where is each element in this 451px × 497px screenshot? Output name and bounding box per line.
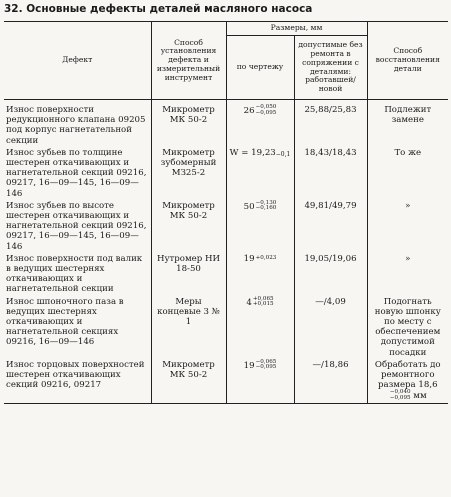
size-base: 19 [243,360,255,371]
cell-defect: Износ зубьев по высоте шестерен откачивающих и нагнетательной секций 09216, 09217, 16—09—145, 16—09—146 [4,200,151,253]
tol-upper: −0,040 [389,389,411,396]
cell-size [226,359,294,403]
restore-text: Обработать до ремонтного размера [374,359,441,391]
table-row [4,147,448,200]
cell-method: Микрометр МК 50-2 [151,359,226,403]
tol-upper: +0,023 [255,254,277,261]
table-row [4,100,448,147]
cell-method: Микрометр МК 50-2 [151,200,226,253]
table-row [4,296,448,359]
restore-unit: мм [413,391,427,402]
table-row [4,253,448,296]
cell-allowed: 25,88/25,83 [294,100,367,147]
cell-restore: То же [367,147,448,200]
cell-size [226,100,294,147]
cell-restore: Подогнать новую шпонку по месту с обеспечением допустимой посадки [367,296,448,359]
tol-lower: −0,160 [255,205,277,212]
cell-defect: Износ шпоночного паза в ведущих шестернях откачивающих и нагнетательной секциях 09216, 16—09—146 [4,296,151,359]
size-base: 26 [243,106,255,117]
cell-defect: Износ зубьев по толщине шестерен откачивающих и нагнетательной секций 09216, 09217, 16—09—145, 16—09—146 [4,147,151,200]
size-sub: −0,1 [275,150,291,158]
header-by-drawing: по чертежу [226,36,294,100]
header-method: Способ установления дефекта и измерительный инструмент [151,22,226,100]
cell-method: Меры концевые 3 № 1 [151,296,226,359]
tol-lower: −0,095 [255,364,277,371]
cell-restore: » [367,253,448,296]
restore-size: 18,6 [418,380,438,391]
header-defect: Дефект [4,22,151,100]
cell-defect: Износ торцовых поверхностей шестерен откачивающих секций 09216, 09217 [4,359,151,403]
cell-defect: Износ поверхности под валик в ведущих шестернях откачивающих и нагнетательной секции [4,253,151,296]
cell-allowed: 49,81/49,79 [294,200,367,253]
cell-restore [367,359,448,403]
tol-upper: −0,065 [255,358,277,365]
table-title: 32. Основные дефекты деталей масляного насоса [4,3,313,15]
tol-upper: −0,050 [255,104,277,110]
cell-size [226,200,294,253]
cell-allowed: —/18,86 [294,359,367,403]
header-restore: Способ восстановления детали [367,22,448,100]
cell-defect: Износ поверхности редукционного клапана 09205 под корпус нагнетательной секции [4,100,151,147]
header-allowed: допустимые без ремонта в сопряжении с деталями: работавшей/новой [294,36,367,100]
cell-restore: Подлежит замене [367,100,448,147]
cell-allowed: 18,43/18,43 [294,147,367,200]
tol-lower: −0,095 [389,395,411,402]
cell-method: Микрометр МК 50-2 [151,100,226,147]
cell-allowed: —/4,09 [294,296,367,359]
size-prefix: W = 19,23 [229,147,276,158]
cell-size [226,147,294,200]
tol-upper: −0,130 [255,199,277,206]
cell-size [226,253,294,296]
size-base: 19 [243,253,255,264]
tol-upper: +0,065 [252,295,274,302]
tol-lower: −0,095 [255,109,277,116]
cell-allowed: 19,05/19,06 [294,253,367,296]
cell-restore: » [367,200,448,253]
table-row [4,200,448,253]
size-base: 50 [243,201,255,212]
tol-lower: +0,015 [252,301,274,308]
cell-method: Микрометр зубомерный МЗ25-2 [151,147,226,200]
defects-table [4,21,448,404]
cell-method: Нутромер НИ 18-50 [151,253,226,296]
header-sizes: Размеры, мм [226,22,367,36]
table-row [4,359,448,403]
cell-size [226,296,294,359]
size-base: 4 [246,297,252,308]
